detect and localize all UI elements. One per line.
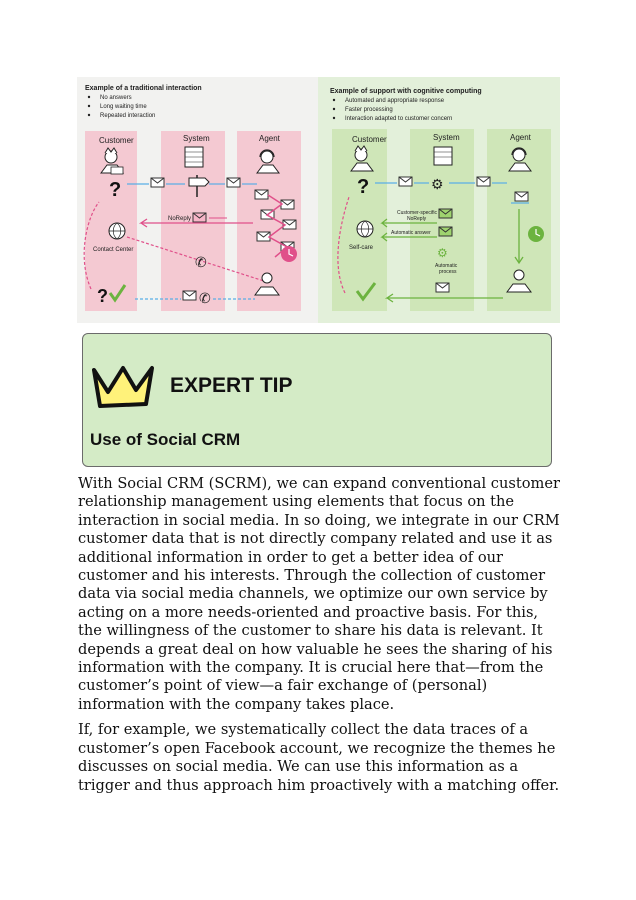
interaction-comparison-figure — [77, 77, 560, 323]
building-icon — [185, 147, 203, 167]
automatic-answer-label: Automatic answer — [391, 230, 431, 236]
specific-noreply-label-1: Customer-specific — [397, 210, 438, 216]
right-building-icon — [434, 147, 452, 165]
left-bullet-1: No answers — [100, 95, 132, 101]
right-bullet-1: Automated and appropriate response — [345, 98, 445, 104]
crown-icon — [90, 362, 156, 410]
left-bullet-2: Long waiting time — [100, 104, 147, 110]
right-customer-header: Customer — [352, 135, 387, 144]
right-bullet-2: Faster processing — [345, 107, 393, 113]
right-panel-title: Example of support with cognitive computing — [330, 88, 482, 95]
left-system-header: System — [183, 134, 210, 143]
right-agent-header: Agent — [510, 133, 531, 142]
noreply-label: NoReply — [168, 216, 192, 222]
svg-text:?: ? — [357, 176, 370, 198]
right-bullet-3: Interaction adapted to customer concern — [345, 116, 453, 122]
paragraph-2: If, for example, we systematically collect the data traces of a customer’s open Facebook account, we recognize the themes he discusses on social media. We can use this information as a trigger and thus approach him proactively with a matching offer. — [78, 721, 560, 794]
phone-icon: ✆ — [195, 254, 207, 270]
contact-center-label: Contact Center — [93, 247, 134, 253]
svg-text:✆: ✆ — [199, 290, 211, 306]
auto-process-label-1: Automatic — [435, 263, 458, 269]
paragraph-1: With Social CRM (SCRM), we can expand conventional customer relationship management using elements that focus on the interaction in social media. In so doing, we integrate in our CRM customer data that is not directly company related and use it as additional information in order to get a better idea of our customer and his interests. Through the collection of customer data via social media channels, we optimize our own service by acting on a more needs-oriented and proactive basis. For this, the willingness of the customer to share his data is relevant. It depends a great deal on how valuable he sees the sharing of his information with the company. It is crucial here that—from the customer’s point of view—a fair exchange of (personal) information with the company takes place. — [78, 475, 560, 713]
expert-tip-box — [82, 333, 552, 467]
left-bullet-3: Repeated interaction — [100, 113, 156, 119]
green-gears-icon: ⚙ — [437, 246, 448, 260]
question-mark-icon: ? — [109, 179, 122, 201]
svg-text:?: ? — [97, 286, 108, 306]
left-customer-header: Customer — [99, 136, 134, 145]
self-care-label: Self-care — [349, 245, 374, 251]
left-panel-title: Example of a traditional interaction — [85, 85, 202, 92]
auto-process-label-2: process — [439, 269, 457, 275]
gears-icon: ⚙ — [431, 176, 444, 192]
specific-noreply-label-2: NoReply — [407, 216, 427, 222]
body-text — [78, 475, 560, 802]
left-agent-header: Agent — [259, 134, 280, 143]
tip-subtitle: Use of Social CRM — [90, 430, 241, 449]
right-system-header: System — [433, 133, 460, 142]
tip-title: EXPERT TIP — [170, 374, 293, 397]
